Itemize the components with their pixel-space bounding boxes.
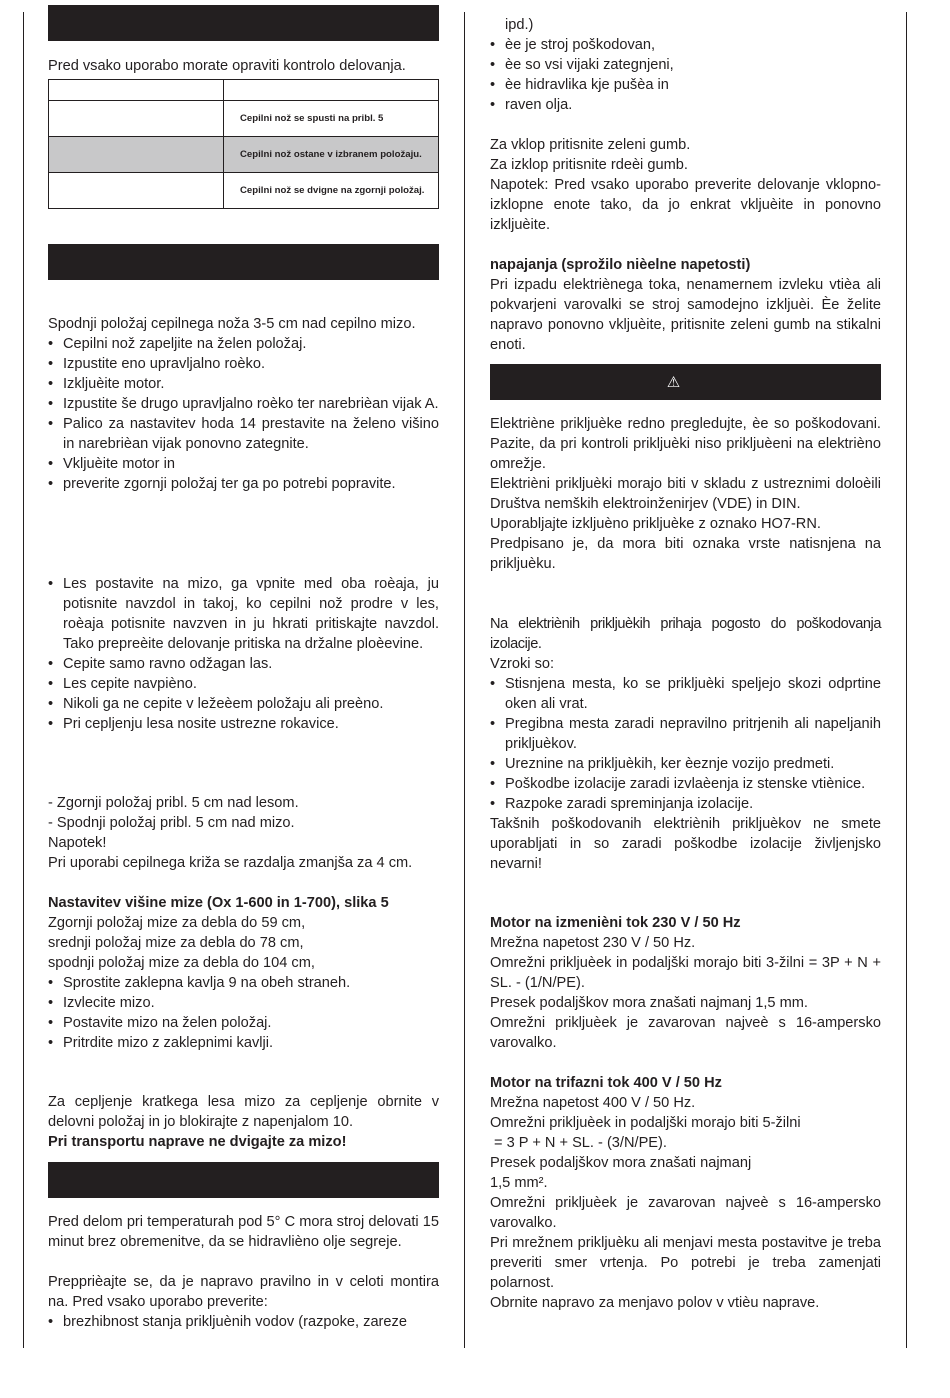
section-header-bar: [48, 244, 439, 280]
warning-triangle-icon: ⚠: [666, 372, 681, 391]
paragraph: Spodnji položaj cepilnega noža 3-5 cm nad cepilno mizo.: [48, 316, 416, 332]
paragraph: Elektriène prikljuèke redno pregledujte, èe so poškodovani. Pazite, da pri kontroli prikljuèki niso prikljuèeni na elektrièno omrežje.: [490, 416, 881, 472]
list-item: • èe hidravlika kje pušèa in: [490, 75, 881, 95]
function-check-intro: Pred vsako uporabo morate opraviti kontrolo delovanja.: [48, 58, 406, 74]
right-margin-rule: [906, 12, 907, 1348]
table-row: [49, 101, 439, 137]
paragraph: Obrnite napravo za menjavo polov v vtièu naprave.: [490, 1295, 820, 1311]
paragraph: Omrežni prikljuèek je zavarovan najveè s 16-ampersko varovalko.: [490, 1015, 881, 1051]
table-height-title: Nastavitev višine mize (Ox 1-600 in 1-700), slika 5: [48, 895, 389, 911]
paragraph: ipd.): [505, 17, 534, 33]
splitting-section: [48, 574, 439, 734]
function-check-table: [48, 79, 439, 209]
paragraph: Zgornji položaj mize za debla do 59 cm,: [48, 915, 306, 931]
list-item: • Cepilni nož zapeljite na želen položaj.: [48, 334, 439, 354]
paragraph: Za cepljenje kratkega lesa mizo za cepljenje obrnite v delovni položaj in jo blokirajte z napenjalom 10.: [48, 1094, 439, 1130]
paragraph: Pri uporabi cepilnega križa se razdalja zmanjša za 4 cm.: [48, 855, 413, 871]
list-item: • Izvlecite mizo.: [48, 993, 439, 1013]
list-item: • preverite zgornji položaj ter ga po potrebi popravite.: [48, 474, 439, 494]
paragraph: Omrežni prikljuèek je zavarovan najveè s 16-ampersko varovalko.: [490, 1195, 881, 1231]
section-header-bar: [48, 1162, 439, 1198]
table-row: [49, 80, 439, 101]
paragraph: Elektrièni prikljuèki morajo biti v skladu z ustreznimi doloèili Društva nemških elektroinženirjev (VDE) in DIN.: [490, 476, 881, 512]
paragraph: Presek podaljškov mora znašati najmanj: [490, 1155, 752, 1171]
paragraph: Mrežna napetost 230 V / 50 Hz.: [490, 935, 696, 951]
table-cell-label: [49, 173, 224, 209]
table-row: [49, 137, 439, 173]
electrical-section: [490, 414, 881, 574]
paragraph: Pri mrežnem prikljuèku ali menjavi mesta postavitve je treba preveriti smer vrtenja. Po potrebi je treba zamenjati polarnost.: [490, 1235, 881, 1291]
check-continued: [490, 15, 881, 355]
table-cell-label: [49, 101, 224, 137]
paragraph: Takšnih poškodovanih elektriènih prikljuèkov ne smete uporabljati in so zaradi poškodbe izolacije življenjsko nevarni!: [490, 816, 881, 872]
power-failure-title: napajanja (sprožilo nièelne napetosti): [490, 257, 751, 273]
positions-section: [48, 793, 439, 1053]
three-phase-motor-title: Motor na trifazni tok 400 V / 50 Hz: [490, 1075, 722, 1091]
list-item: • Les postavite na mizo, ga vpnite med oba roèaja, ju potisnite navzdol in takoj, ko cepilni nož prodre v les, roèaja potisnite navzven in ju hkrati pritiskajte navzdol. Tako prepreèite delovanje pritiska na držalne ploèevine.: [48, 574, 439, 654]
list-item: • Izkljuèite motor.: [48, 374, 439, 394]
paragraph: Uporabljajte izkljuèno prikljuèke z oznako HO7-RN.: [490, 516, 821, 532]
paragraph: = 3 P + N + SL. - (3/N/PE).: [490, 1135, 667, 1151]
list-item: • Poškodbe izolacije zaradi izvlaèenja iz stenske vtiènice.: [490, 774, 881, 794]
startup-section: [48, 1212, 439, 1332]
table-cell-value: Cepilni nož se dvigne na zgornji položaj.: [224, 173, 439, 209]
table-cell-value: Cepilni nož se spusti na pribl. 5: [224, 101, 439, 137]
list-item: • Izpustite eno upravljalno roèko.: [48, 354, 439, 374]
cable-damage-section: [490, 614, 881, 874]
list-item: • Postavite mizo na želen položaj.: [48, 1013, 439, 1033]
left-margin-rule: [23, 12, 24, 1348]
paragraph: Omrežni prikljuèek in podaljški morajo biti 5-žilni: [490, 1115, 801, 1131]
table-cell-label: [49, 137, 224, 173]
list-item: • èe je stroj poškodovan,: [490, 35, 881, 55]
list-item: • Sprostite zaklepna kavlja 9 na obeh straneh.: [48, 973, 439, 993]
paragraph: Presek podaljškov mora znašati najmanj 1,5 mm.: [490, 995, 808, 1011]
paragraph: Pred delom pri temperaturah pod 5° C mora stroj delovati 15 minut brez obremenitve, da se hidravlièno olje segreje.: [48, 1214, 439, 1250]
transport-warning: Pri transportu naprave ne dvigajte za mizo!: [48, 1134, 347, 1150]
list-item: • Vkljuèite motor in: [48, 454, 439, 474]
center-column-rule: [464, 12, 465, 1348]
list-item: • èe so vsi vijaki zategnjeni,: [490, 55, 881, 75]
short-wood-section: [48, 1092, 439, 1152]
paragraph: Za izklop pritisnite rdeèi gumb.: [490, 157, 688, 173]
electrical-warning-bar: [490, 364, 881, 400]
table-cell-label: [49, 80, 224, 101]
list-item: • Palico za nastavitev hoda 14 prestavite na želeno višino in narebrièan vijak ponovno zategnite.: [48, 414, 439, 454]
list-item: • Pri cepljenju lesa nosite ustrezne rokavice.: [48, 714, 439, 734]
paragraph: Napotek: Pred vsako uporabo preverite delovanje vklopno-izklopne enote tako, da jo enkrat vkljuèite in ponovno izkljuèite.: [490, 177, 881, 233]
list-item: • Pritrdite mizo z zaklepnimi kavlji.: [48, 1033, 439, 1053]
list-item: • Cepite samo ravno odžagan las.: [48, 654, 439, 674]
paragraph: srednji položaj mize za debla do 78 cm,: [48, 935, 304, 951]
table-cell-value: [224, 80, 439, 101]
section-header-bar: [48, 5, 439, 41]
paragraph: 1,5 mm².: [490, 1175, 548, 1191]
paragraph: spodnji položaj mize za debla do 104 cm,: [48, 955, 315, 971]
paragraph: Za vklop pritisnite zeleni gumb.: [490, 137, 691, 153]
paragraph: Pri izpadu elektriènega toka, nenamernem izvleku vtièa ali pokvarjeni varovalki se stroj samodejno izkljuèi. Èe želite napravo ponovno vkljuèite, pritisnite zeleni gumb na stikalni enoti.: [490, 277, 881, 353]
paragraph: Prepprièajte se, da je napravo pravilno in v celoti montira na. Pred vsako uporabo preverite:: [48, 1274, 439, 1310]
list-item: • raven olja.: [490, 95, 881, 115]
list-item: • Izpustite še drugo upravljalno roèko ter narebrièan vijak A.: [48, 394, 439, 414]
list-item: • brezhibnost stanja prikljuènih vodov (razpoke, zareze: [48, 1312, 439, 1332]
list-item: • Stisnjena mesta, ko se prikljuèki speljejo skozi odprtine oken ali vrat.: [490, 674, 881, 714]
paragraph: Vzroki so:: [490, 656, 555, 672]
paragraph: - Spodnji položaj pribl. 5 cm nad mizo.: [48, 815, 295, 831]
paragraph: Napotek!: [48, 835, 107, 851]
table-cell-value: Cepilni nož ostane v izbranem položaju.: [224, 137, 439, 173]
motor-sections: [490, 913, 881, 1313]
list-item: • Pregibna mesta zaradi nepravilno pritrjenih ali napeljanih prikljuèkov.: [490, 714, 881, 754]
paragraph: Omrežni prikljuèek in podaljški morajo biti 3-žilni = 3P + N + SL. - (1/N/PE).: [490, 955, 881, 991]
list-item: • Nikoli ga ne cepite v ležeèem položaju ali preèno.: [48, 694, 439, 714]
list-item: • Ureznine na prikljuèkih, ker èeznje vozijo predmeti.: [490, 754, 881, 774]
list-item: • Les cepite navpièno.: [48, 674, 439, 694]
paragraph: Na elektriènih prikljuèkih prihaja pogosto do poškodovanja izolacije.: [490, 616, 881, 652]
paragraph: - Zgornji položaj pribl. 5 cm nad lesom.: [48, 795, 299, 811]
stroke-setting-section: [48, 314, 439, 494]
ac-motor-title: Motor na izmenièni tok 230 V / 50 Hz: [490, 915, 741, 931]
paragraph: Predpisano je, da mora biti oznaka vrste natisnjena na prikljuèku.: [490, 536, 881, 572]
paragraph: Mrežna napetost 400 V / 50 Hz.: [490, 1095, 696, 1111]
table-row: [49, 173, 439, 209]
list-item: • Razpoke zaradi spreminjanja izolacije.: [490, 794, 881, 814]
